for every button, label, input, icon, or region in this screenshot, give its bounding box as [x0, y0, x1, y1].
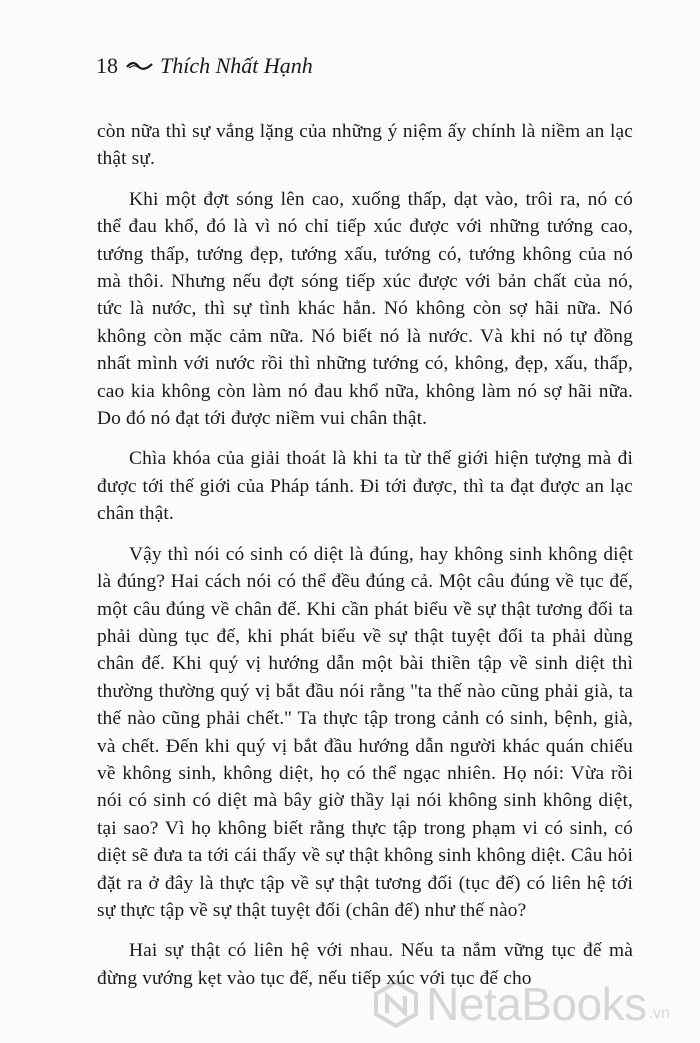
paragraph-3: Chìa khóa của giải thoát là khi ta từ thế giới hiện tượng mà đi được tới thế giới của Pháp tánh. Đi tới được, thì ta đạt được an lạc chân thật.	[97, 448, 633, 525]
page-header	[96, 48, 313, 84]
paragraph-5: Hai sự thật có liên hệ với nhau. Nếu ta nắm vững tục đế mà đừng vướng kẹt vào tục đế, nếu tiếp xúc với tục đế cho	[97, 940, 633, 989]
watermark-suffix: .vn	[648, 1005, 670, 1022]
watermark-text: NetaBooks	[426, 978, 647, 1030]
netabooks-logo-icon	[372, 980, 420, 1028]
watermark	[372, 977, 670, 1031]
running-title: Thích Nhất Hạnh	[160, 53, 313, 78]
paragraph-4: Vậy thì nói có sinh có diệt là đúng, hay không sinh không diệt là đúng? Hai cách nói có thể đều đúng cả. Một câu đúng về tục đế, một câu đúng về chân đế. Khi cần phát biểu về sự thật tương đối ta phải dùng tục đế, khi phát biểu về sự thật tuyệt đối ta phải dùng chân đế. Khi quý vị hướng dẫn một bài thiền tập về sinh diệt thì thường thường quý vị bắt đầu nói rằng ''ta thế nào cũng phải già, ta thế nào cũng phải chết.'' Ta thực tập trong cảnh có sinh, bệnh, già, và chết. Đến khi quý vị bắt đầu hướng dẫn người khác quán chiếu về không sinh, không diệt, họ có thể ngạc nhiên. Họ nói: Vừa rồi nói có sinh có diệt mà bây giờ thầy lại nói không sinh không diệt, tại sao? Vì họ không biết rằng thực tập trong phạm vi có sinh, có diệt sẽ đưa ta tới cái thấy về sự thật không sinh không diệt. Câu hỏi đặt ra ở đây là thực tập về sự thật tương đối (tục đế) có liên hệ tới sự thực tập về sự thật tuyệt đối (chân đế) như thế nào?	[97, 543, 633, 921]
paragraph-2: Khi một đợt sóng lên cao, xuống thấp, dạt vào, trôi ra, nó có thể đau khổ, đó là vì nó chỉ tiếp xúc được với những tướng cao, tướng thấp, tướng đẹp, tướng xấu, tướng có, tướng không của nó mà thôi. Nhưng nếu đợt sóng tiếp xúc được với bản chất của nó, tức là nước, thì sự tình khác hẳn. Nó không còn sợ hãi nữa. Nó không còn mặc cảm nữa. Nó biết nó là nước. Và khi nó tự đồng nhất mình với nước rồi thì những tướng có, không, đẹp, xấu, thấp, cao kia không còn làm nó đau khổ nữa, không làm nó sợ hãi nữa. Do đó nó đạt tới được niềm vui chân thật.	[97, 188, 633, 430]
paragraph-1: còn nữa thì sự vắng lặng của những ý niệm ấy chính là niềm an lạc thật sự.	[97, 121, 633, 170]
ornament-icon	[126, 59, 154, 73]
page-number: 18	[96, 53, 118, 78]
body-text	[97, 118, 633, 1005]
